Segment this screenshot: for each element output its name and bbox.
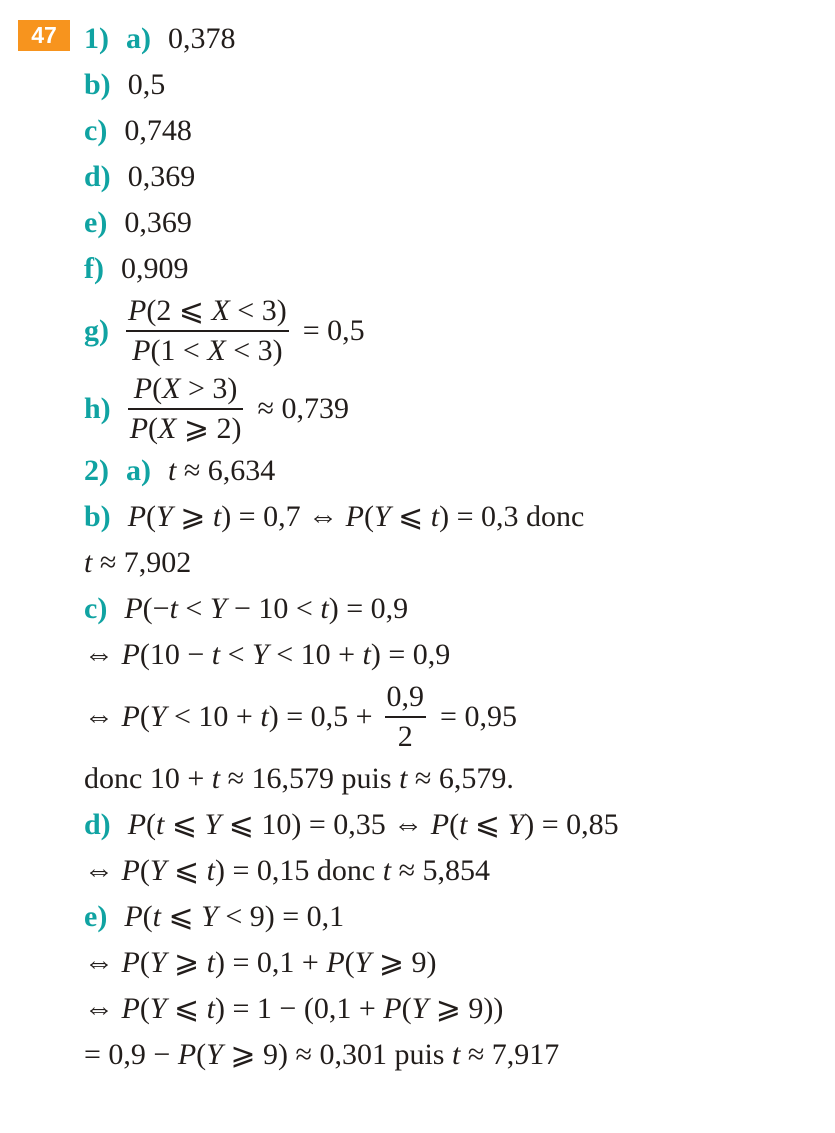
- fraction-bar: [128, 408, 244, 411]
- solution-line-2e-cont3: [84, 1032, 835, 1078]
- math-expression: ⇔ P(Y ⩾ t) = 0,1 + P(Y ⩾ 9): [84, 946, 437, 980]
- item-label-1b: b): [84, 68, 111, 102]
- math-expression: ⇔ P(Y ⩽ t) = 1 − (0,1 + P(Y ⩾ 9)): [84, 992, 504, 1026]
- solution-line-1c: [84, 108, 835, 154]
- math-expression: t ≈ 7,902: [84, 546, 192, 580]
- solution-line-1e: [84, 200, 835, 246]
- math-expression: P(t ⩽ Y < 9) = 0,1: [124, 900, 345, 934]
- solution-line-2b: [84, 494, 835, 540]
- math-expression: ⇔ P(Y < 10 + t) = 0,5 +: [84, 700, 373, 734]
- math-expression: 0,5: [127, 68, 166, 102]
- solution-line-2d: [84, 802, 835, 848]
- math-expression: = 0,95: [440, 700, 517, 734]
- solution-line-1d: [84, 154, 835, 200]
- math-expression: P(−t < Y − 10 < t) = 0,9: [124, 592, 409, 626]
- math-expression: 0,909: [120, 252, 189, 286]
- math-expression: = 0,9 − P(Y ⩾ 9) ≈ 0,301 puis t ≈ 7,917: [84, 1038, 560, 1072]
- item-label-1: 1): [84, 22, 109, 56]
- solution-line-2b-cont: [84, 540, 835, 586]
- item-label-2b: b): [84, 500, 111, 534]
- item-label-1f: f): [84, 252, 104, 286]
- solution-line-1a: [84, 16, 835, 62]
- math-expression: = 0,5: [302, 314, 365, 348]
- item-label-2c: c): [84, 592, 108, 626]
- math-expression: 0,748: [124, 114, 192, 148]
- math-expression: P(Y ⩾ t) = 0,7 ⇔ P(Y ⩽ t) = 0,3 donc: [127, 500, 585, 534]
- solution-line-2e-cont1: [84, 940, 835, 986]
- math-expression: 0,369: [127, 160, 196, 194]
- item-label-2a: a): [126, 454, 151, 488]
- math-expression: t ≈ 6,634: [168, 454, 276, 488]
- fraction-denominator: P(1 < X < 3): [132, 334, 283, 368]
- fraction: [385, 680, 427, 754]
- fraction-denominator: P(X ⩾ 2): [129, 412, 242, 446]
- solution-line-1g: [84, 292, 835, 370]
- item-label-1e: e): [84, 206, 108, 240]
- item-label-1a: a): [126, 22, 151, 56]
- math-expression: P(t ⩽ Y ⩽ 10) = 0,35 ⇔ P(t ⩽ Y) = 0,85: [127, 808, 619, 842]
- solution-line-1f: [84, 246, 835, 292]
- item-label-2e: e): [84, 900, 108, 934]
- math-expression: ⇔ P(10 − t < Y < 10 + t) = 0,9: [84, 638, 451, 672]
- exercise-number-badge: [18, 20, 70, 51]
- solution-line-2c: [84, 586, 835, 632]
- item-label-1h: h): [84, 392, 111, 426]
- solution-line-2e-cont2: [84, 986, 835, 1032]
- solution-line-2c-cont3: [84, 756, 835, 802]
- fraction: [128, 372, 244, 446]
- solution-line-2c-cont1: [84, 632, 835, 678]
- solution-line-2c-cont2: [84, 678, 835, 756]
- item-label-2: 2): [84, 454, 109, 488]
- math-expression: 0,369: [124, 206, 192, 240]
- item-label-1g: g): [84, 314, 109, 348]
- fraction: [126, 294, 289, 368]
- fraction-bar: [126, 330, 289, 333]
- math-expression: ⇔ P(Y ⩽ t) = 0,15 donc t ≈ 5,854: [84, 854, 491, 888]
- fraction-denominator: 2: [397, 720, 413, 754]
- item-label-2d: d): [84, 808, 111, 842]
- solution-line-2a: [84, 448, 835, 494]
- item-label-1d: d): [84, 160, 111, 194]
- solution-line-1b: [84, 62, 835, 108]
- solution-line-2d-cont: [84, 848, 835, 894]
- exercise-number: 47: [31, 22, 57, 48]
- solution-line-2e: [84, 894, 835, 940]
- fraction-numerator: P(2 ⩽ X < 3): [128, 294, 287, 328]
- math-expression: ≈ 0,739: [257, 392, 349, 426]
- math-expression: donc 10 + t ≈ 16,579 puis t ≈ 6,579.: [84, 762, 514, 796]
- fraction-bar: [385, 716, 427, 719]
- item-label-1c: c): [84, 114, 108, 148]
- fraction-numerator: P(X > 3): [133, 372, 238, 406]
- fraction-numerator: 0,9: [386, 680, 425, 714]
- math-expression: 0,378: [168, 22, 236, 56]
- solution-line-1h: [84, 370, 835, 448]
